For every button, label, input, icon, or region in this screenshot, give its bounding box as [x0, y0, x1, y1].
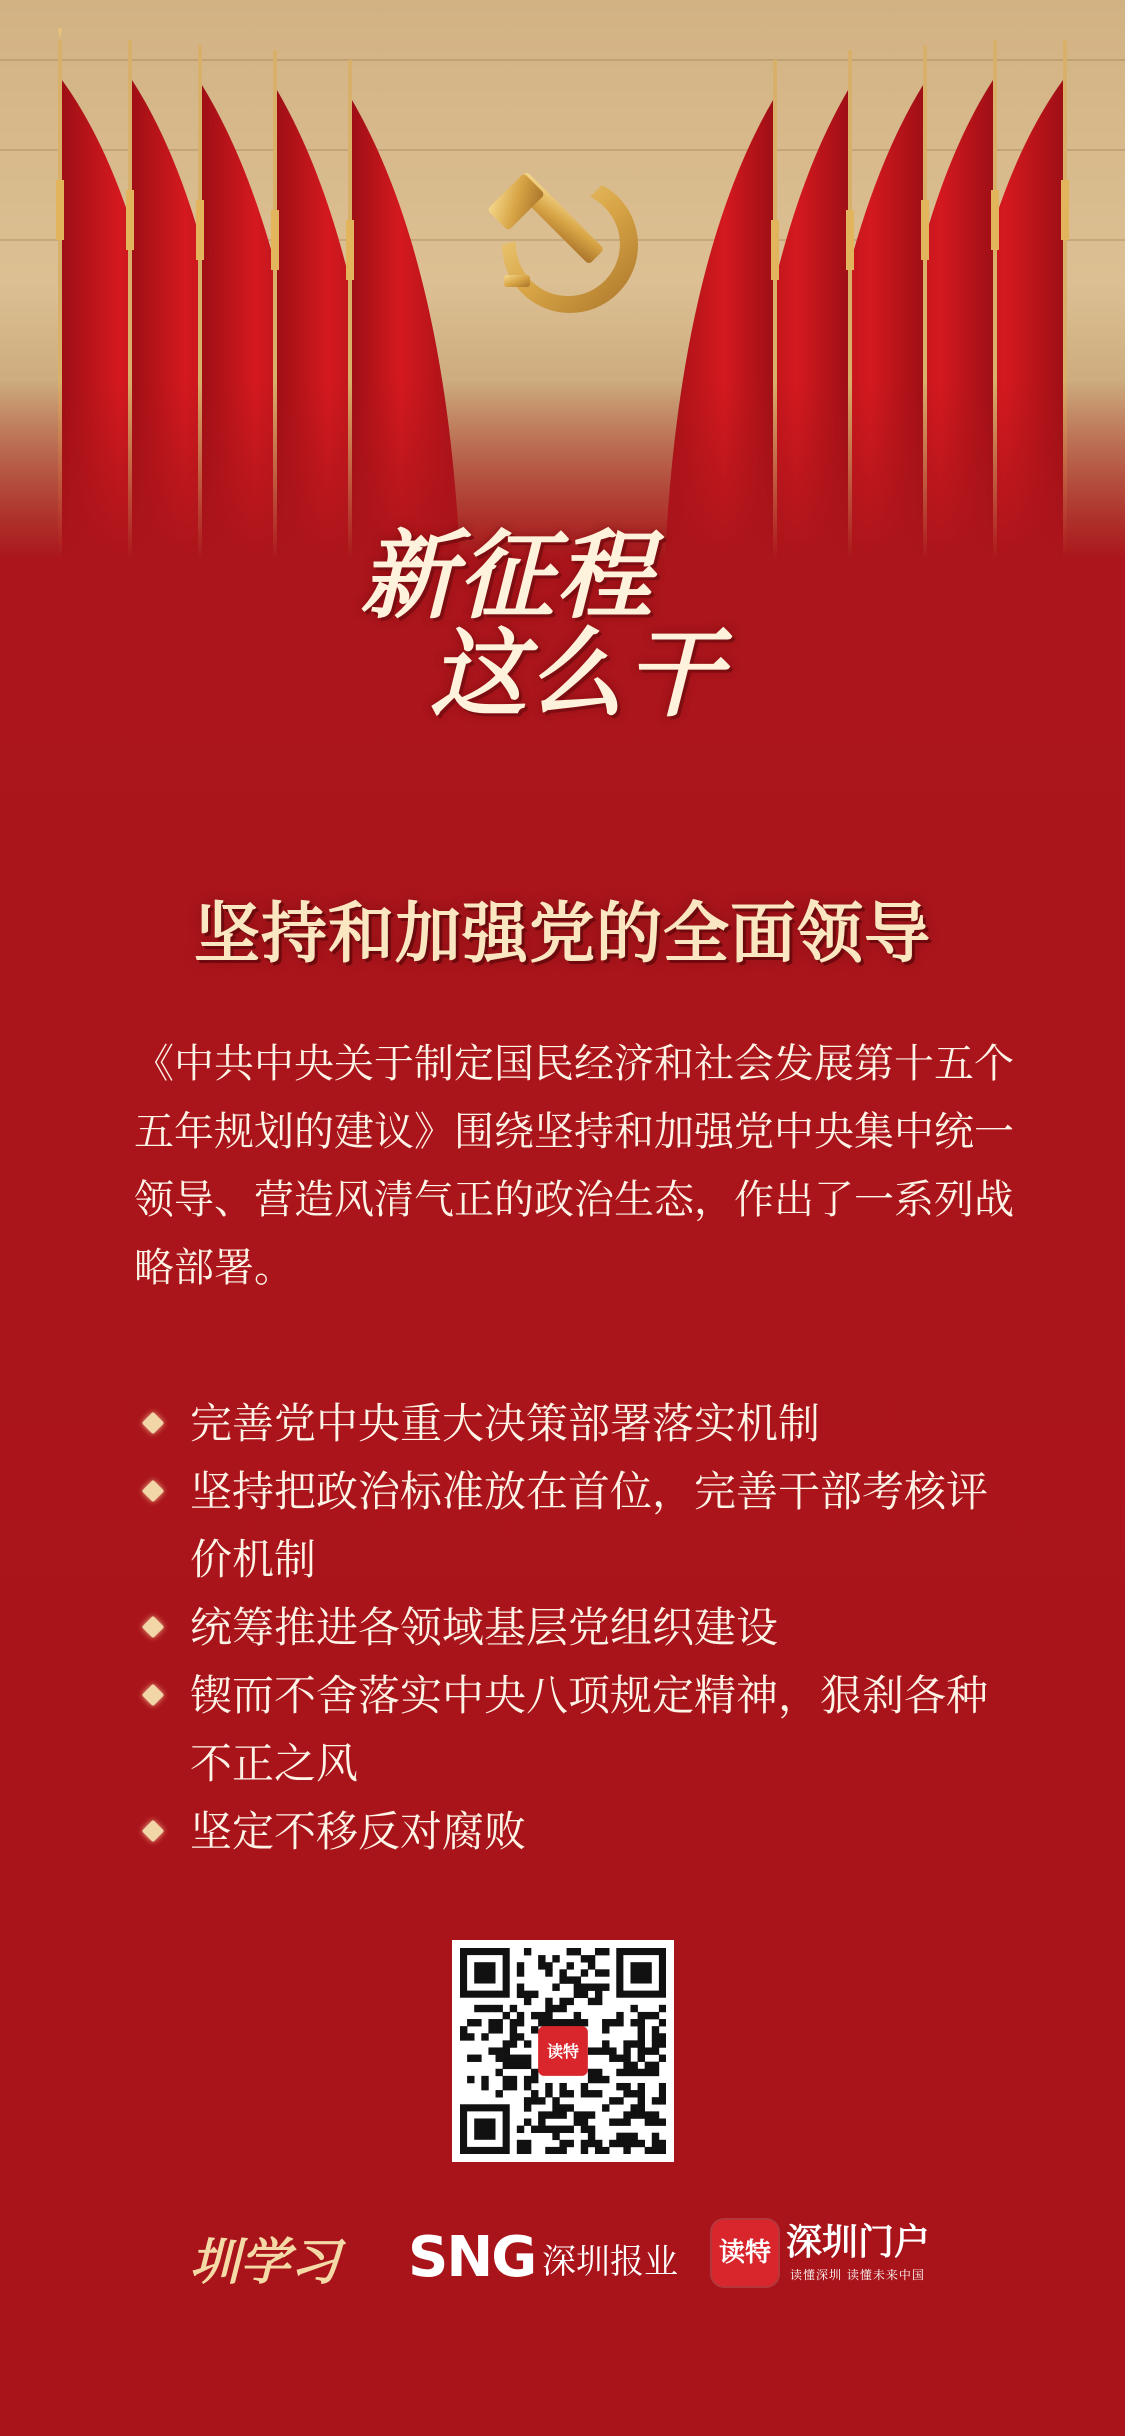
key-point-text: 坚持把政治标准放在首位，完善干部考核评价机制: [190, 1467, 989, 1584]
key-point: [145, 1798, 1015, 1866]
diamond-bullet-icon: [142, 1480, 165, 1503]
sng-name: 深圳报业: [542, 2242, 678, 2282]
slogan-line-2: 这么干: [430, 617, 724, 730]
sng-mark: SNG: [408, 2225, 536, 2290]
key-point: [145, 1662, 1015, 1798]
key-point-text: 坚定不移反对腐败: [190, 1807, 527, 1856]
key-point: [145, 1594, 1015, 1662]
diamond-bullet-icon: [142, 1616, 165, 1639]
headline: 坚持和加强党的全面领导: [194, 895, 931, 972]
hero-illustration: [0, 0, 1125, 560]
key-point-text: 锲而不舍落实中央八项规定精神，狠刹各种不正之风: [190, 1671, 989, 1788]
diamond-bullet-icon: [142, 1412, 165, 1435]
logo-zhen-xuexi: 圳学习: [190, 2232, 340, 2291]
logo-menhu-tagline: 读懂深圳 读懂未来中国: [790, 2268, 925, 2282]
qr-code-image[interactable]: [460, 1948, 666, 2154]
key-points-list: [145, 1390, 1015, 1866]
qr-center-label: 读特: [546, 2042, 580, 2061]
diamond-bullet-icon: [142, 1684, 165, 1707]
qr-code[interactable]: [452, 1940, 674, 2162]
key-point: [145, 1458, 1015, 1594]
footer-logos: [0, 2210, 1125, 2310]
key-point: [145, 1390, 1015, 1458]
dute-app-icon: 读特: [712, 2220, 778, 2286]
key-point-text: 完善党中央重大决策部署落实机制: [190, 1399, 821, 1448]
intro-paragraph: 《中共中央关于制定国民经济和社会发展第十五个五年规划的建议》围绕坚持和加强党中央集中统一领导、营造风清气正的政治生态，作出了一系列战略部署。: [134, 1041, 1014, 1291]
slogan-line-1: 新征程: [360, 519, 654, 632]
slogan: [360, 500, 780, 730]
diamond-bullet-icon: [142, 1820, 165, 1843]
logo-shenzhen-menhu: 深圳门户: [786, 2222, 931, 2263]
key-point-text: 统筹推进各领域基层党组织建设: [190, 1603, 779, 1652]
